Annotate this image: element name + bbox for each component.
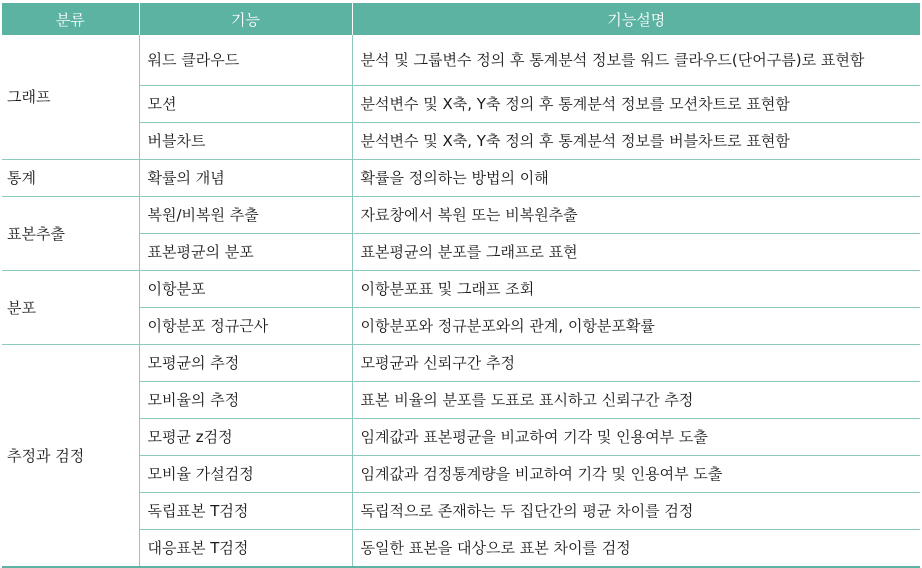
table-row bbox=[2, 530, 920, 568]
feature-cell: 확률의 개념 bbox=[139, 160, 352, 197]
category-cell: 분포 bbox=[2, 271, 139, 345]
feature-cell: 모션 bbox=[139, 86, 352, 123]
category-cell: 통계 bbox=[2, 160, 139, 197]
category-cell: 표본추출 bbox=[2, 197, 139, 271]
feature-cell: 표본평균의 분포 bbox=[139, 234, 352, 271]
description-cell: 임계값과 표본평균을 비교하여 기각 및 인용여부 도출 bbox=[352, 419, 920, 456]
header-description: 기능설명 bbox=[352, 3, 920, 35]
description-cell: 확률을 정의하는 방법의 이해 bbox=[352, 160, 920, 197]
feature-cell: 대응표본 T검정 bbox=[139, 530, 352, 568]
description-cell: 분석변수 및 X축, Y축 정의 후 통계분석 정보를 모션차트로 표현함 bbox=[352, 86, 920, 123]
table-row bbox=[2, 123, 920, 160]
table-row bbox=[2, 345, 920, 382]
header-feature: 기능 bbox=[139, 3, 352, 35]
table-row bbox=[2, 493, 920, 530]
feature-cell: 이항분포 bbox=[139, 271, 352, 308]
category-cell: 그래프 bbox=[2, 35, 139, 160]
table-row bbox=[2, 456, 920, 493]
table-row bbox=[2, 86, 920, 123]
feature-cell: 모비율의 추정 bbox=[139, 382, 352, 419]
feature-cell: 모평균의 추정 bbox=[139, 345, 352, 382]
feature-cell: 복원/비복원 추출 bbox=[139, 197, 352, 234]
table-row bbox=[2, 382, 920, 419]
description-cell: 임계값과 검정통계량을 비교하여 기각 및 인용여부 도출 bbox=[352, 456, 920, 493]
table-row bbox=[2, 197, 920, 234]
header-category: 분류 bbox=[2, 3, 139, 35]
feature-cell: 버블차트 bbox=[139, 123, 352, 160]
description-cell: 모평균과 신뢰구간 추정 bbox=[352, 345, 920, 382]
feature-cell: 모비율 가설검정 bbox=[139, 456, 352, 493]
description-cell: 독립적으로 존재하는 두 집단간의 평균 차이를 검정 bbox=[352, 493, 920, 530]
feature-cell: 워드 클라우드 bbox=[139, 35, 352, 86]
description-cell: 이항분포표 및 그래프 조회 bbox=[352, 271, 920, 308]
table-row bbox=[2, 234, 920, 271]
description-cell: 표본 비율의 분포를 도표로 표시하고 신뢰구간 추정 bbox=[352, 382, 920, 419]
description-cell: 표본평균의 분포를 그래프로 표현 bbox=[352, 234, 920, 271]
table-header-row bbox=[2, 3, 920, 35]
table-row bbox=[2, 419, 920, 456]
table-row bbox=[2, 160, 920, 197]
description-cell: 분석변수 및 X축, Y축 정의 후 통계분석 정보를 버블차트로 표현함 bbox=[352, 123, 920, 160]
description-cell: 분석 및 그룹변수 정의 후 통계분석 정보를 워드 클라우드(단어구름)로 표현함 bbox=[352, 35, 920, 86]
category-cell: 추정과 검정 bbox=[2, 345, 139, 568]
description-cell: 자료창에서 복원 또는 비복원추출 bbox=[352, 197, 920, 234]
feature-cell: 독립표본 T검정 bbox=[139, 493, 352, 530]
table-row bbox=[2, 271, 920, 308]
table-row bbox=[2, 308, 920, 345]
feature-table bbox=[2, 3, 920, 568]
feature-cell: 모평균 z검정 bbox=[139, 419, 352, 456]
feature-cell: 이항분포 정규근사 bbox=[139, 308, 352, 345]
table-row bbox=[2, 35, 920, 86]
description-cell: 동일한 표본을 대상으로 표본 차이를 검정 bbox=[352, 530, 920, 568]
description-cell: 이항분포와 정규분포와의 관계, 이항분포확률 bbox=[352, 308, 920, 345]
